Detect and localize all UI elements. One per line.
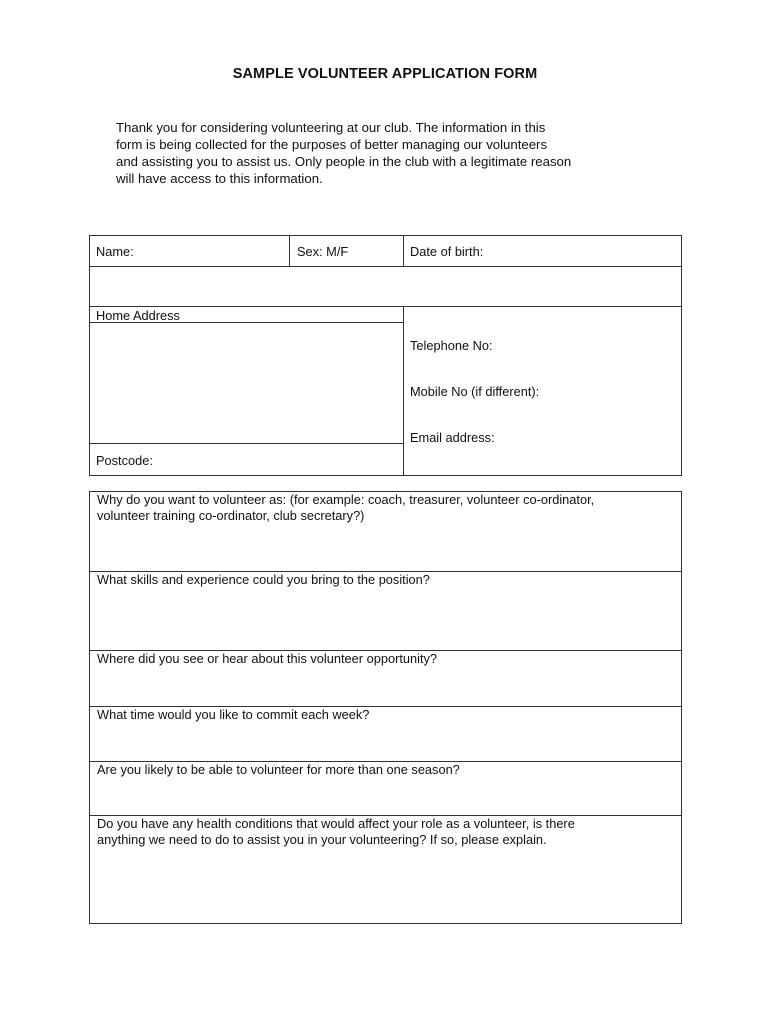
name-field-label: Name: [96, 244, 134, 259]
form-title: SAMPLE VOLUNTEER APPLICATION FORM [232, 66, 538, 82]
question-line: What skills and experience could you bring to the position? [97, 572, 430, 587]
question-line: Are you likely to be able to volunteer for more than one season? [97, 762, 460, 777]
intro-paragraph [116, 119, 676, 187]
intro-line: form is being collected for the purposes of better managing our volunteers [116, 137, 548, 152]
question-seasons [97, 762, 672, 778]
intro-line: will have access to this information. [116, 171, 323, 186]
telephone-label: Telephone No: [410, 338, 493, 353]
dob-field-label: Date of birth: [410, 244, 484, 259]
personal-details-table [89, 235, 682, 476]
question-volunteer-role [97, 492, 672, 524]
question-skills [97, 572, 672, 588]
question-source [97, 651, 672, 667]
intro-line: Thank you for considering volunteering at our club. The information in this [116, 120, 546, 135]
email-label: Email address: [410, 430, 495, 445]
sex-field-label: Sex: M/F [297, 244, 349, 259]
question-time-commitment [97, 707, 672, 723]
mobile-label: Mobile No (if different): [410, 384, 540, 399]
postcode-label: Postcode: [96, 453, 153, 468]
intro-line: and assisting you to assist us. Only people in the club with a legitimate reason [116, 154, 572, 169]
question-line: What time would you like to commit each week? [97, 707, 370, 722]
question-health [97, 816, 672, 848]
question-line: Why do you want to volunteer as: (for example: coach, treasurer, volunteer co-ordinator, [97, 492, 595, 507]
question-line: Where did you see or hear about this volunteer opportunity? [97, 651, 438, 666]
question-line: volunteer training co-ordinator, club secretary?) [97, 508, 365, 523]
home-address-label: Home Address [96, 308, 180, 323]
question-line: Do you have any health conditions that would affect your role as a volunteer, is there [97, 816, 575, 831]
question-line: anything we need to do to assist you in your volunteering? If so, please explain. [97, 832, 547, 847]
